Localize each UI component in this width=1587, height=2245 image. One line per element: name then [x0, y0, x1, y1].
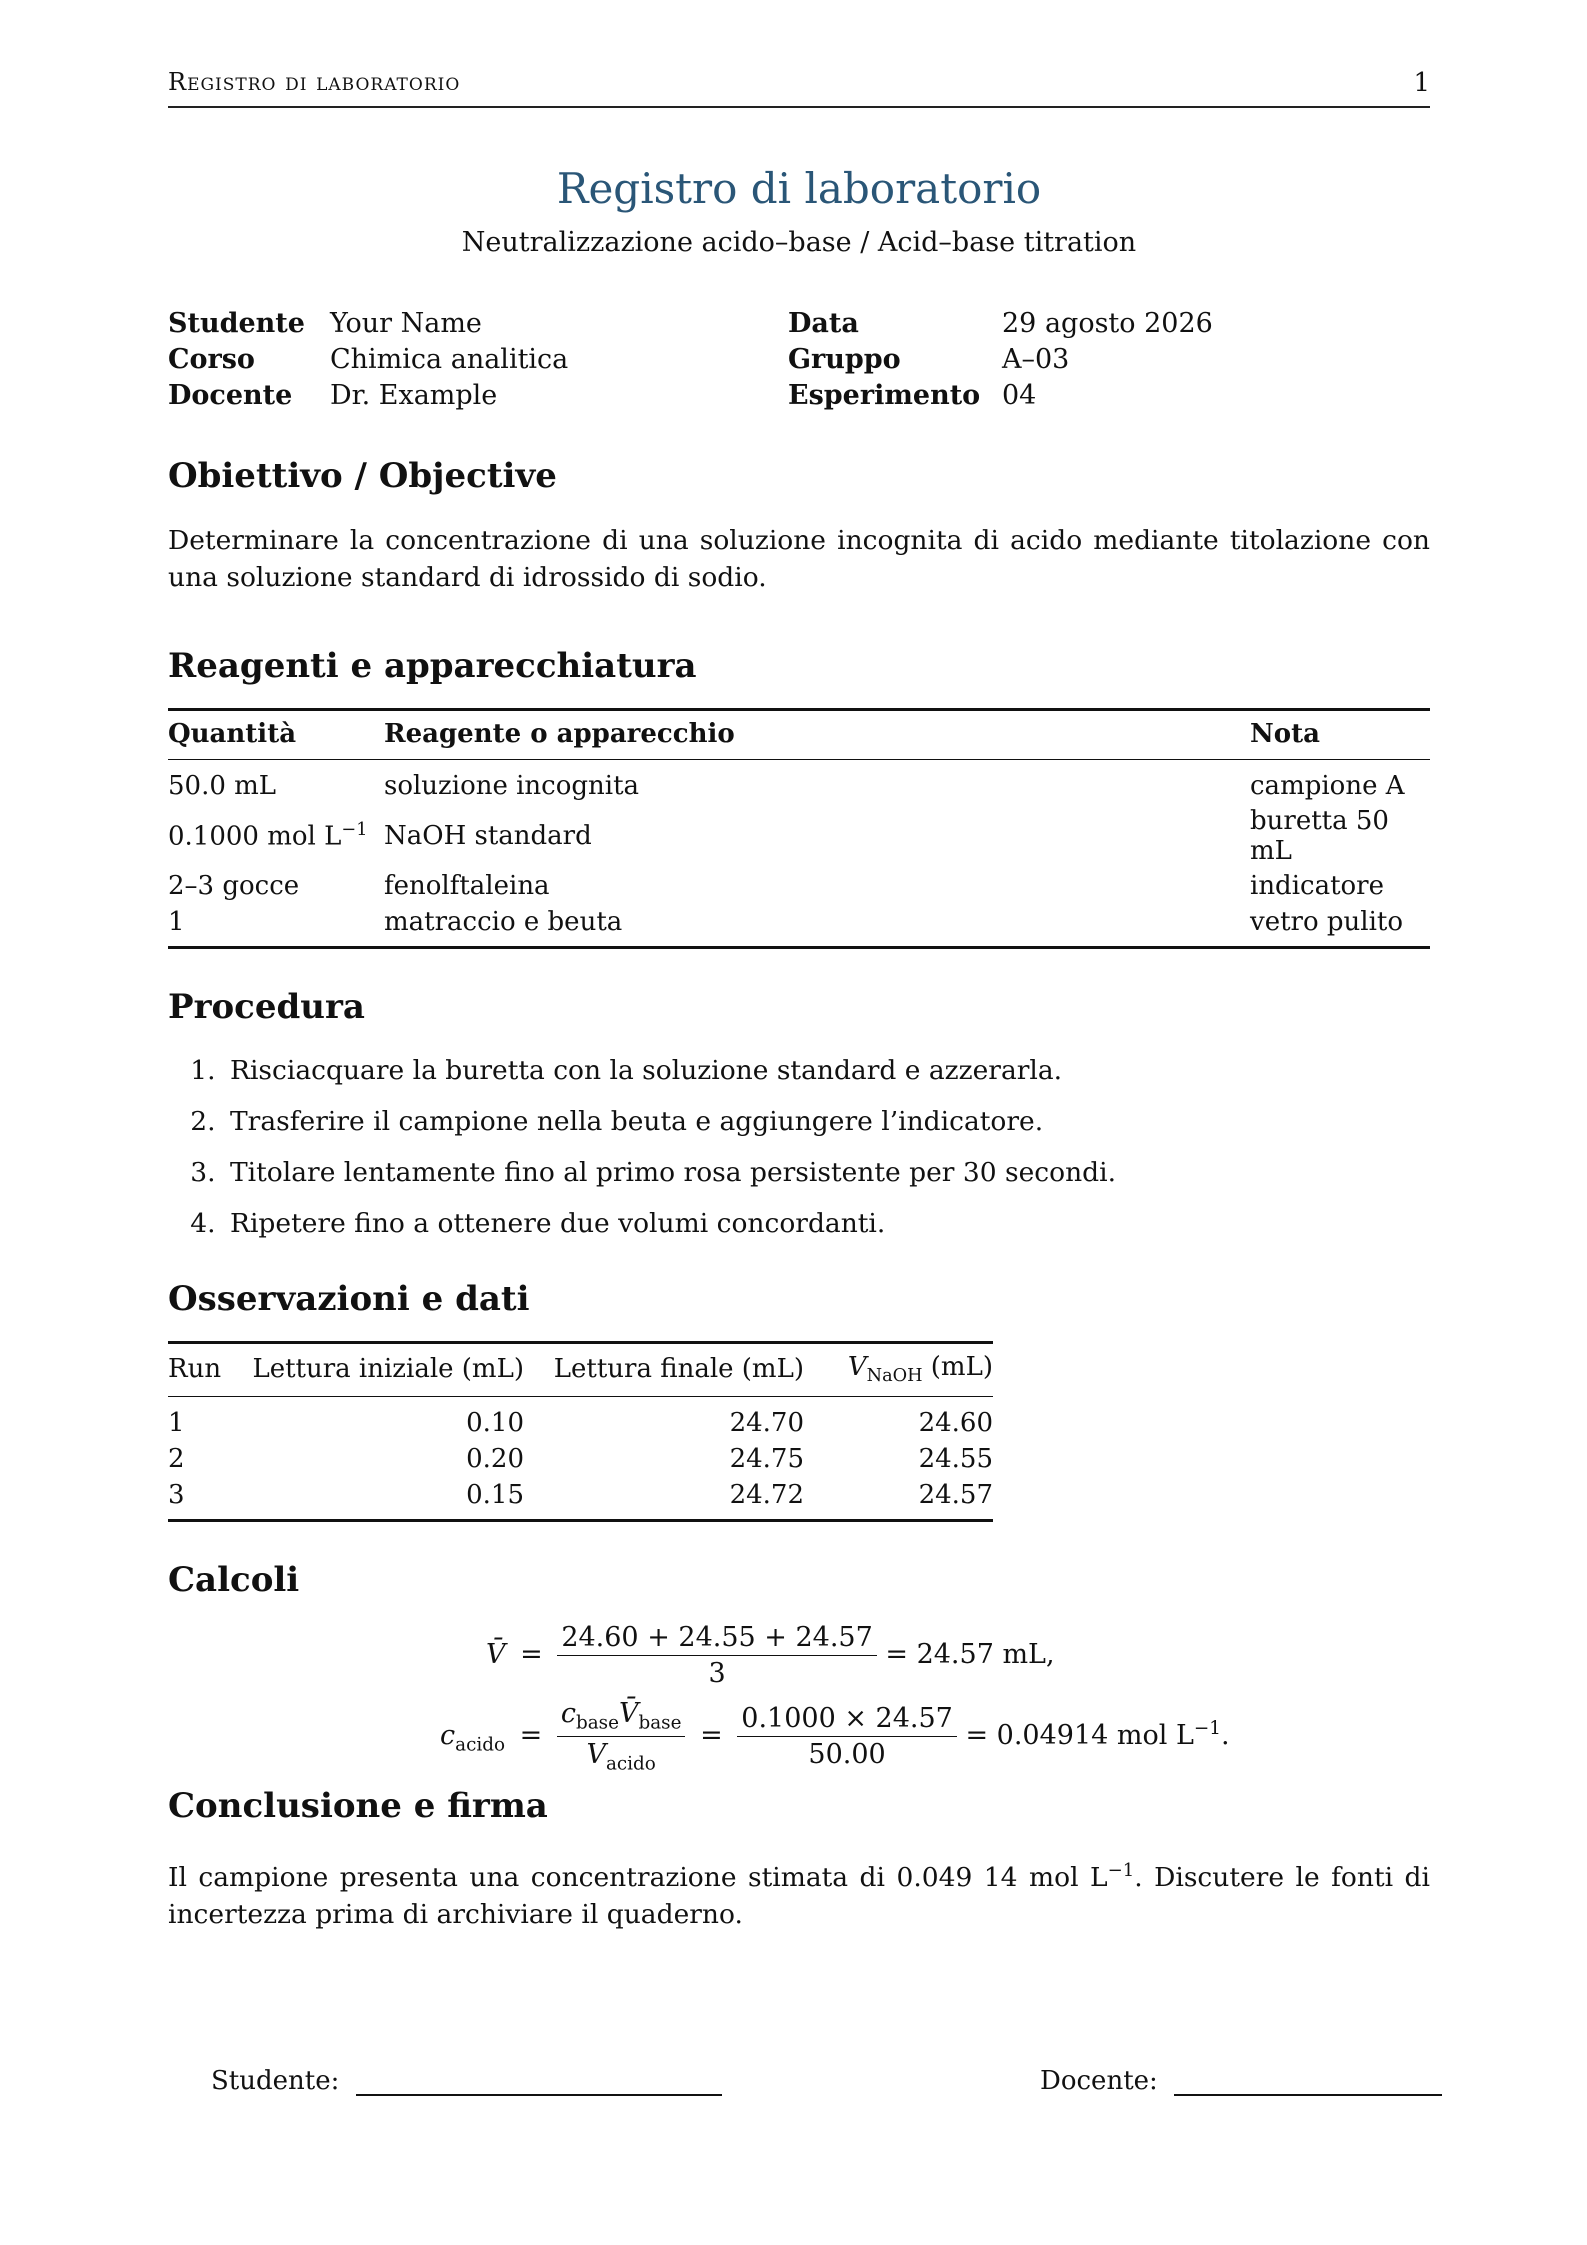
- section-heading-calculations: Calcoli: [168, 1560, 300, 1601]
- running-title: Registro di laboratorio: [168, 68, 461, 96]
- meta-row: [168, 380, 1430, 416]
- column-header: Run: [168, 1354, 222, 1385]
- list-item: 1. Risciacquare la buretta con la soluzione standard e azzerarla.: [224, 1055, 1430, 1106]
- table-header-row: [168, 1343, 993, 1397]
- signature-student: [211, 2066, 722, 2096]
- list-item: 4. Ripetere fino a ottenere due volumi concordanti.: [224, 1208, 1430, 1259]
- reagents-table: [168, 708, 1430, 949]
- signature-label-student: Studente:: [211, 2066, 340, 2096]
- section-heading-objective: Obiettivo / Objective: [168, 456, 557, 496]
- table-row: [168, 1405, 993, 1441]
- column-header: Reagente o apparecchio: [384, 719, 735, 749]
- meta-value-gruppo: A–03: [1002, 344, 1070, 375]
- table-cell: 3: [168, 1480, 185, 1511]
- table-cell: 2–3 gocce: [168, 871, 300, 901]
- table-cell: 24.70: [729, 1408, 804, 1439]
- meta-value-studente: Your Name: [330, 308, 482, 339]
- signature-teacher: [1040, 2066, 1442, 2096]
- equation-mean-volume: V̄ = $\frac{24.60 + 24.55 + 24.57}{3}$ = 24.57 mL,: [486, 1622, 1055, 1690]
- eq1-fraction: [557, 1622, 876, 1689]
- running-header: [168, 66, 1430, 108]
- eq2-denominator: 50.00: [808, 1738, 886, 1770]
- signature-line-teacher[interactable]: [1174, 2070, 1442, 2096]
- page: [168, 66, 1430, 1933]
- table-cell: 0.15: [466, 1480, 524, 1511]
- procedure-list: [168, 1055, 1430, 1259]
- column-header: Lettura finale (mL): [553, 1354, 804, 1385]
- table-cell: buretta 50 mL: [1250, 806, 1389, 866]
- eq1-denominator: 3: [708, 1658, 726, 1690]
- column-header-vnaoh: $V_{NaOH}$ (mL): [847, 1352, 993, 1387]
- signature-label-teacher: Docente:: [1040, 2066, 1158, 2096]
- meta-label-docente: Docente: [168, 380, 293, 411]
- table-cell: NaOH standard: [384, 821, 592, 851]
- meta-value-data: 29 agosto 2026: [1002, 308, 1213, 339]
- conclusion-text: Il campione presenta una concentrazione stimata di 0.049 14 mol $L^{-1}$. Discutere le fonti di incertezza prima di archiviare il quaderno.: [168, 1860, 1430, 1931]
- eq1-numerator: 24.60 + 24.55 + 24.57: [557, 1622, 876, 1656]
- meta-value-docente: Dr. Example: [330, 380, 498, 411]
- table-cell: 1: [168, 907, 185, 937]
- table-row: [168, 1441, 993, 1477]
- meta-label-data: Data: [788, 308, 859, 339]
- table-row: [168, 868, 1430, 904]
- document-title: Registro di laboratorio: [556, 164, 1042, 213]
- section-heading-conclusion: Conclusione e firma: [168, 1786, 548, 1827]
- eq2-lhs: $c_{acido}$: [440, 1719, 506, 1755]
- table-cell: 0.20: [466, 1444, 524, 1475]
- table-cell: 50.0 mL: [168, 771, 277, 801]
- table-cell: soluzione incognita: [384, 771, 640, 801]
- table-cell: matraccio e beuta: [384, 907, 623, 937]
- meta-value-corso: Chimica analitica: [330, 344, 569, 375]
- eq1-lhs: V̄: [486, 1639, 506, 1671]
- table-cell: 24.60: [918, 1408, 993, 1439]
- meta-value-esperimento: 04: [1002, 380, 1037, 411]
- table-row: [168, 1477, 993, 1521]
- table-cell: 0.1000 mol $L^{-1}$: [168, 820, 368, 852]
- table-row: [168, 804, 1430, 868]
- meta-label-gruppo: Gruppo: [788, 344, 901, 375]
- eq2-fraction-numeric: [737, 1703, 957, 1770]
- section-heading-observations: Osservazioni e dati: [168, 1279, 530, 1319]
- table-cell: 24.75: [729, 1444, 804, 1475]
- equation-acid-concentration: $c_{acido}$ = $\frac{c_{base}V̄_{base}}{V_{acido}}$ = $\frac{0.1000 \times 24.57}{50.00}$ = 0.04914 mol $L^{-1}$.: [440, 1698, 1230, 1774]
- document-subtitle: Neutralizzazione acido–base / Acid–base titration: [461, 227, 1137, 258]
- section-heading-reagents: Reagenti e apparecchiatura: [168, 646, 697, 686]
- table-cell: campione A: [1250, 771, 1405, 801]
- table-cell: 24.55: [918, 1444, 993, 1475]
- table-cell: 0.10: [466, 1408, 524, 1439]
- meta-row: [168, 344, 1430, 380]
- eq2-result: = 0.04914 mol $L^{-1}$.: [965, 1717, 1230, 1751]
- table-cell: 24.57: [918, 1480, 993, 1511]
- objective-text: Determinare la concentrazione di una soluzione incognita di acido mediante titolazione con una soluzione standard di idrossido di sodio.: [168, 525, 1430, 593]
- table-cell: 1: [168, 1408, 185, 1439]
- column-header: Lettura iniziale (mL): [252, 1354, 524, 1385]
- calculations-equations: [168, 1622, 1430, 1772]
- table-row: [168, 904, 1430, 948]
- table-cell: vetro pulito: [1250, 907, 1403, 937]
- table-header-row: [168, 710, 1430, 760]
- list-item: 3. Titolare lentamente fino al primo rosa persistente per 30 secondi.: [224, 1157, 1430, 1208]
- meta-row: [168, 308, 1430, 344]
- table-cell: 2: [168, 1444, 185, 1475]
- list-item: 2. Trasferire il campione nella beuta e aggiungere l’indicatore.: [224, 1106, 1430, 1157]
- table-cell: indicatore: [1250, 871, 1384, 901]
- table-row: [168, 768, 1430, 804]
- observations-table: [168, 1341, 993, 1522]
- table-cell: 24.72: [729, 1480, 804, 1511]
- meta-label-studente: Studente: [168, 308, 305, 339]
- eq2-fraction-symbolic: $\frac{c_{base}V̄_{base}}{V_{acido}}$: [557, 1698, 686, 1774]
- section-heading-procedure: Procedura: [168, 987, 365, 1027]
- eq2-numerator: 0.1000 × 24.57: [737, 1703, 957, 1737]
- eq1-result: = 24.57 mL,: [885, 1639, 1055, 1671]
- meta-label-corso: Corso: [168, 344, 255, 375]
- signature-line-student[interactable]: [356, 2070, 722, 2096]
- table-cell: fenolftaleina: [384, 871, 550, 901]
- meta-label-esperimento: Esperimento: [788, 380, 981, 411]
- column-header: Nota: [1250, 719, 1320, 749]
- page-number: 1: [1413, 68, 1430, 98]
- column-header: Quantità: [168, 719, 297, 749]
- metadata-block: [168, 308, 1430, 418]
